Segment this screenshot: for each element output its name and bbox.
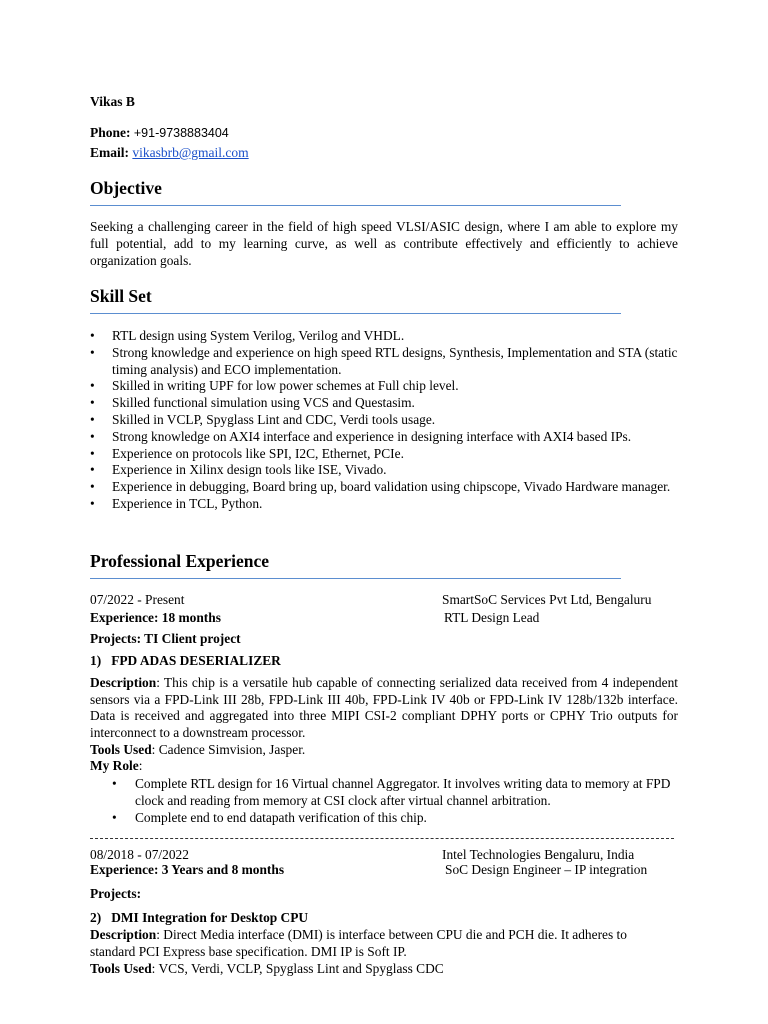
description-text: : This chip is a versatile hub capable of connecting serialized data received from 4 independent sensors via a FPD-Link III 28b, FPD-Link III 40b, FPD-Link IV 40b or FPD-Link IV 128b/132b interface. Data is received and aggregated into three MIPI CSI-2 compliant DPHY ports or CPHY Trio outputs for interconnect to a downstream processor. bbox=[90, 675, 678, 740]
my-role-label: My Role bbox=[90, 758, 139, 773]
skills-heading: Skill Set bbox=[90, 286, 152, 306]
objective-text: Seeking a challenging career in the field of high speed VLSI/ASIC design, where I am able to explore my full potential, add to my learning curve, as well as contribute effectively and efficiently to achieve organization goals. bbox=[90, 219, 678, 268]
experience-heading: Professional Experience bbox=[90, 551, 270, 571]
job1-my-role bbox=[90, 758, 142, 774]
list-item: • Complete end to end datapath verification of this chip. bbox=[112, 810, 678, 827]
email-line bbox=[90, 145, 249, 161]
tools-text: : Cadence Simvision, Jasper. bbox=[151, 742, 306, 757]
list-item: • Experience on protocols like SPI, I2C, Ethernet, PCIe. bbox=[90, 446, 678, 463]
job2-description bbox=[90, 927, 650, 960]
job2-projects: Projects: bbox=[90, 886, 142, 901]
objective-heading: Objective bbox=[90, 178, 162, 198]
list-item: • Skilled in writing UPF for low power schemes at Full chip level. bbox=[90, 378, 678, 395]
list-item: • Experience in debugging, Board bring up, board validation using chipscope, Vivado Hardware manager. bbox=[90, 479, 678, 496]
email-label: Email: bbox=[90, 145, 129, 160]
job1-tools bbox=[90, 742, 305, 758]
phone-number: +91-9738883404 bbox=[133, 126, 229, 140]
objective-divider bbox=[90, 205, 621, 206]
list-item: • Strong knowledge on AXI4 interface and experience in designing interface with AXI4 based IPs. bbox=[90, 429, 678, 446]
email-link[interactable]: vikasbrb@gmail.com bbox=[132, 145, 249, 160]
list-item: • RTL design using System Verilog, Verilog and VHDL. bbox=[90, 328, 678, 345]
job2-project-title: 2) DMI Integration for Desktop CPU bbox=[90, 910, 309, 925]
job2-company: Intel Technologies Bengaluru, India bbox=[442, 847, 635, 862]
list-item: • Experience in Xilinx design tools like ISE, Vivado. bbox=[90, 462, 678, 479]
tools-label: Tools Used bbox=[90, 742, 152, 757]
phone-line bbox=[90, 125, 229, 141]
job2-tools bbox=[90, 961, 444, 977]
list-item: • Skilled functional simulation using VCS and Questasim. bbox=[90, 395, 678, 412]
job1-project-title: 1) FPD ADAS DESERIALIZER bbox=[90, 653, 281, 668]
my-role-colon: : bbox=[138, 758, 143, 773]
job2-duration: Experience: 3 Years and 8 months bbox=[90, 862, 285, 877]
description-label: Description bbox=[90, 927, 157, 942]
list-item: • Complete RTL design for 16 Virtual channel Aggregator. It involves writing data to memory at FPD clock and reading from memory at CSI clock after virtual channel arbitration. bbox=[112, 776, 678, 810]
skills-divider bbox=[90, 313, 621, 314]
job1-role: RTL Design Lead bbox=[444, 610, 540, 625]
candidate-name: Vikas B bbox=[90, 94, 135, 109]
job1-role-list bbox=[112, 776, 678, 826]
experience-divider bbox=[90, 578, 621, 579]
phone-label: Phone: bbox=[90, 125, 131, 140]
job1-duration: Experience: 18 months bbox=[90, 610, 221, 625]
description-label: Description bbox=[90, 675, 157, 690]
list-item: • Strong knowledge and experience on high speed RTL designs, Synthesis, Implementation and STA (static timing analysis) and ECO implementation. bbox=[90, 345, 678, 379]
job2-role: SoC Design Engineer – IP integration bbox=[445, 862, 648, 877]
tools-label: Tools Used bbox=[90, 961, 152, 976]
description-text: : Direct Media interface (DMI) is interface between CPU die and PCH die. It adheres to standard PCI Express base specification. DMI IP is Soft IP. bbox=[90, 927, 627, 959]
job-separator bbox=[90, 838, 674, 839]
job1-description bbox=[90, 675, 678, 741]
list-item: • Experience in TCL, Python. bbox=[90, 496, 678, 513]
job1-dates: 07/2022 - Present bbox=[90, 592, 185, 607]
tools-text: : VCS, Verdi, VCLP, Spyglass Lint and Spyglass CDC bbox=[151, 961, 444, 976]
list-item: • Skilled in VCLP, Spyglass Lint and CDC, Verdi tools usage. bbox=[90, 412, 678, 429]
job1-company: SmartSoC Services Pvt Ltd, Bengaluru bbox=[442, 592, 652, 607]
job1-projects: Projects: TI Client project bbox=[90, 631, 241, 646]
skills-list bbox=[90, 328, 678, 513]
job2-dates: 08/2018 - 07/2022 bbox=[90, 847, 189, 862]
